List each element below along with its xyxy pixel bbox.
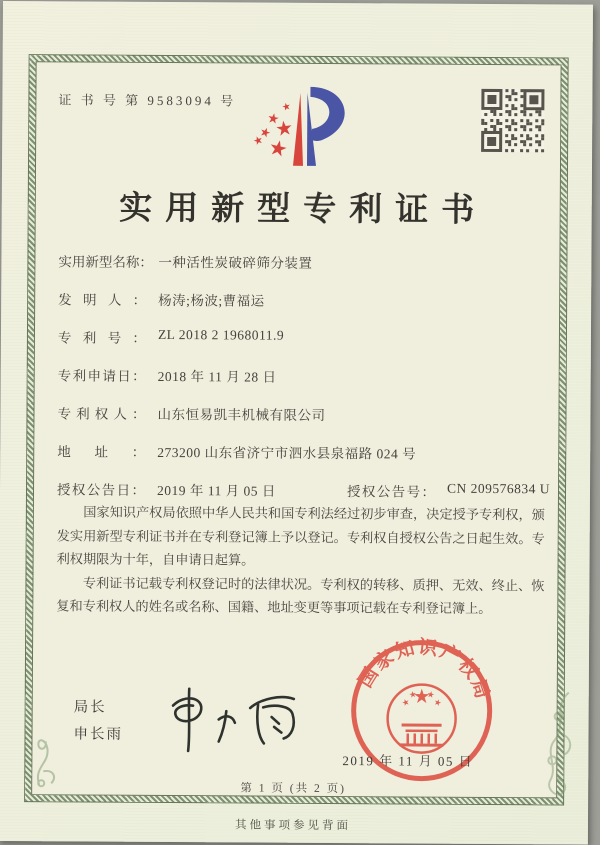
field-row-patent-name [58, 250, 548, 273]
body-paragraph-1: 国家知识产权局依照中华人民共和国专利法经过初步审查，决定授予专利权，颁发实用新型专利证书并在专利登记簿上予以登记。专利权自授权公告之日起生效。专利权期限为十年，自申请日起算。 [56, 504, 545, 568]
commissioner-name: 申长雨 [73, 726, 124, 743]
body-paragraph-2: 专利证书记载专利权登记时的法律状况。专利权的转移、质押、无效、终止、恢复和专利权人的姓名或名称、国籍、地址变更等事项记载在专利登记簿上。 [56, 574, 545, 616]
field-label: 专利申请日： [57, 368, 146, 384]
cnipa-logo-icon [234, 76, 375, 187]
flourish-icon [522, 686, 577, 800]
field-value: 273200 山东省济宁市泗水县泉福路 024 号 [157, 444, 417, 462]
commissioner-block [73, 694, 123, 748]
field-label: 发明人： [58, 292, 147, 308]
field-row-grant [56, 478, 551, 501]
field-row-address [57, 440, 547, 463]
qr-finder-icon [481, 89, 502, 110]
qr-finder-icon [523, 89, 544, 110]
field-label: 专利号： [57, 330, 146, 346]
field-label: 专利权人： [57, 406, 146, 422]
field-pair-grant-number [347, 480, 550, 501]
legal-text [56, 500, 545, 620]
field-row-patentee [57, 402, 547, 425]
field-label: 地址： [57, 444, 146, 460]
commissioner-title: 局长 [73, 699, 107, 716]
svg-text:国家知识产权局: 国家知识产权局 [355, 636, 494, 704]
field-value: 2019 年 11 月 05 日 [156, 482, 276, 499]
field-value: CN 209576834 U [446, 480, 551, 497]
page-title: 实用新型专利证书 [119, 190, 488, 229]
field-list [57, 250, 549, 519]
field-value: 杨涛;杨波;曹福运 [158, 292, 265, 309]
back-note: 其他事项参见背面 [234, 819, 352, 833]
field-row-patent-number [58, 326, 548, 349]
flourish-icon [31, 723, 75, 789]
field-value: ZL 2018 2 1968011.9 [157, 326, 285, 343]
field-label: 授权公告号： [346, 484, 436, 500]
certificate-number: 证 书 号 第 9583094 号 [58, 92, 237, 109]
field-value: 一种活性炭破碎筛分装置 [158, 254, 313, 271]
page-number: 第 1 页 (共 2 页) [240, 782, 346, 796]
qr-finder-icon [481, 131, 502, 152]
field-label: 实用新型名称： [58, 254, 153, 270]
seal-date: 2019 年 11 月 05 日 [342, 753, 474, 769]
field-value: 山东恒易凯丰机械有限公司 [157, 406, 326, 423]
signature-icon [160, 678, 320, 757]
field-row-inventors [58, 288, 548, 311]
field-value: 2018 年 11 月 28 日 [157, 368, 277, 385]
field-label: 授权公告日： [56, 482, 146, 498]
field-row-filing-date [58, 364, 548, 387]
qr-code [481, 89, 544, 152]
certificate-sheet [0, 1, 593, 845]
